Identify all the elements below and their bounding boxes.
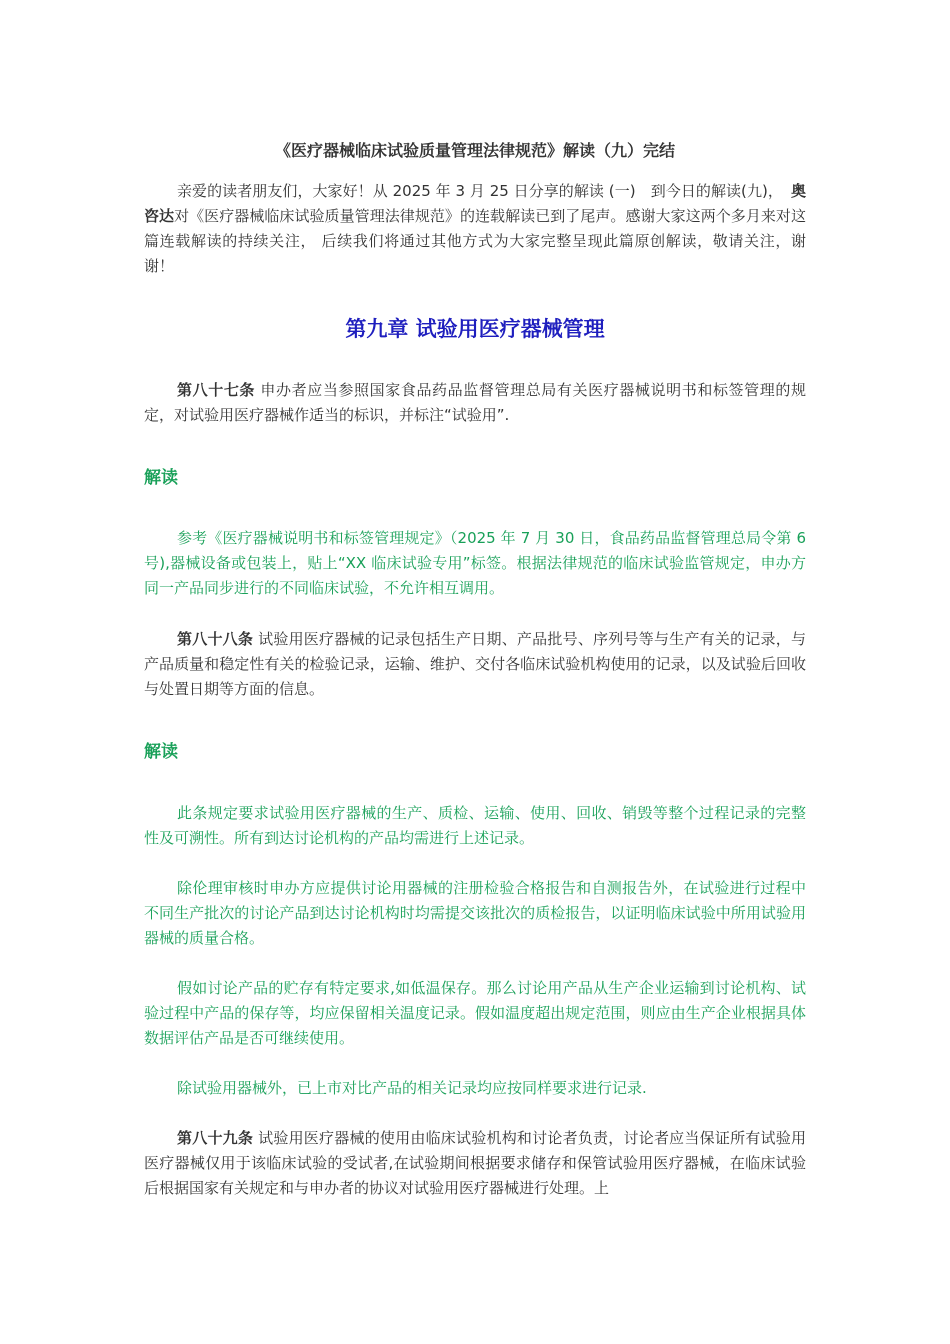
article-89 — [144, 1126, 806, 1201]
article-89-label: 第八十九条 — [177, 1129, 254, 1147]
article-88 — [144, 627, 806, 702]
article-88-text: 试验用医疗器械的记录包括生产日期、产品批号、序列号等与生产有关的记录，与产品质量和稳定性有关的检验记录，运输、维护、交付各临床试验机构使用的记录，以及试验后回收与处置日期等方面的信息。 — [144, 630, 806, 698]
reading-88-paragraph-2: 除伦理审核时申办方应提供讨论用器械的注册检验合格报告和自测报告外，在试验进行过程中不同生产批次的讨论产品到达讨论机构时均需提交该批次的质检报告，以证明临床试验中所用试验用器械的质量合格。 — [144, 879, 806, 947]
reading-88-paragraph-3: 假如讨论产品的贮存有特定要求,如低温保存。那么讨论用产品从生产企业运输到讨论机构、试验过程中产品的保存等，均应保留相关温度记录。假如温度超出规定范围，则应由生产企业根据具体数据评估产品是否可继续使用。 — [144, 979, 806, 1047]
article-87-label: 第八十七条 — [177, 381, 256, 399]
reading-heading-2: 解读 — [144, 742, 178, 762]
reading-87-paragraph: 参考《医疗器械说明书和标签管理规定》（2025 年 7 月 30 日，食品药品监督管理总局令第 6 号),器械设备或包装上，贴上“XX 临床试验专用”标签。根据法律规范的临床试验监管规定，申办方同一产品同步进行的不同临床试验，不允许相互调用。 — [144, 529, 806, 597]
reading-88-paragraph-4: 除试验用器械外，已上市对比产品的相关记录均应按同样要求进行记录. — [177, 1079, 647, 1097]
intro-text-part2: 对《医疗器械临床试验质量管理法律规范》的连载解读已到了尾声。感谢大家这两个多月来对这篇连载解读的持续关注， 后续我们将通过其他方式为大家完整呈现此篇原创解读，敬请关注，谢谢！ — [144, 207, 806, 275]
article-89-text: 试验用医疗器械的使用由临床试验机构和讨论者负责，讨论者应当保证所有试验用医疗器械仅用于该临床试验的受试者,在试验期间根据要求储存和保管试验用医疗器械，在临床试验后根据国家有关规定和与申办者的协议对试验用医疗器械进行处理。上 — [144, 1129, 806, 1197]
author-name: 奥咨达 — [144, 182, 806, 225]
document-title: 《医疗器械临床试验质量管理法律规范》解读（九）完结 — [274, 141, 675, 160]
article-87 — [144, 378, 806, 428]
intro-paragraph — [144, 179, 806, 279]
reading-heading-1: 解读 — [144, 468, 178, 488]
article-87-text: 申办者应当参照国家食品药品监督管理总局有关医疗器械说明书和标签管理的规定，对试验用医疗器械作适当的标识，并标注“试验用”. — [144, 381, 806, 424]
intro-text-part1: 亲爱的读者朋友们，大家好！从 2025 年 3 月 25 日分享的解读 (一) 到今日的解读(九)， — [177, 182, 783, 200]
article-88-label: 第八十八条 — [177, 630, 254, 648]
chapter-title: 第九章 试验用医疗器械管理 — [345, 317, 605, 341]
reading-88-paragraph-1: 此条规定要求试验用医疗器械的生产、质检、运输、使用、回收、销毁等整个过程记录的完整性及可溯性。所有到达讨论机构的产品均需进行上述记录。 — [144, 804, 806, 847]
